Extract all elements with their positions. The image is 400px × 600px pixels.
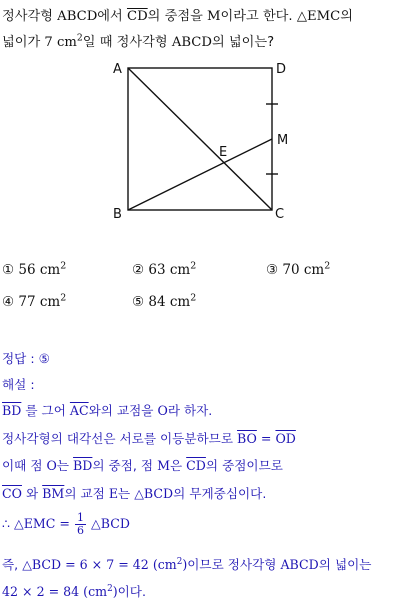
label-d: D — [276, 62, 287, 77]
label-b: B — [113, 207, 122, 222]
explanation-label: 해설 : — [2, 377, 35, 392]
label-c: C — [275, 207, 285, 222]
solution-line-4: $\overline{CO}$ 와 $\overline{BM}$의 교점 E는 △BCD의 무게중심이다. — [2, 486, 267, 501]
solution-line-5: ∴ △EMC = $\frac{1}{6}$ △BCD — [2, 511, 130, 537]
choice-2[interactable]: ② 63 $cm^2$ — [132, 260, 197, 278]
choice-5[interactable]: ⑤ 84 $cm^2$ — [132, 292, 197, 310]
solution-line-2: 정사각형의 대각선은 서로를 이등분하므로 $\overline{BO} = \overline{OD}$ — [2, 431, 296, 446]
question-line-2: 넓이가 7 $cm^2$일 때 정사각형 ABCD의 넓이는? — [2, 32, 275, 50]
choice-1[interactable]: ① 56 $cm^2$ — [2, 260, 67, 278]
label-m: M — [277, 133, 289, 148]
solution-line-1: $\overline{BD}$ 를 그어 $\overline{AC}$와의 교점을 O라 하자. — [2, 403, 213, 418]
solution-line-7: 42 × 2 = 84 $(cm^2)$이다. — [2, 583, 146, 599]
square-figure — [100, 58, 300, 226]
segment-bm — [128, 139, 272, 210]
label-e: E — [219, 145, 228, 160]
answer-label: 정답 : ⑤ — [2, 351, 50, 366]
diagonal-ac — [128, 68, 272, 210]
question-text — [2, 4, 398, 56]
solution-line-6: 즉, △BCD = 6 × 7 = 42 $(cm^2)$이므로 정사각형 ABCD의 넓이는 — [2, 556, 372, 572]
choice-4[interactable]: ④ 77 $cm^2$ — [2, 292, 67, 310]
choice-3[interactable]: ③ 70 $cm^2$ — [266, 260, 331, 278]
label-a: A — [113, 62, 122, 77]
solution-line-3: 이때 점 O는 $\overline{BD}$의 중점, 점 M은 $\overline{CD}$의 중점이므로 — [2, 458, 283, 473]
fraction-one-sixth: $\frac{1}{6}$ — [77, 511, 84, 537]
question-line-1: 정사각형 ABCD에서 $\overline{CD}$의 중점을 M이라고 한다. △EMC의 — [2, 9, 353, 24]
